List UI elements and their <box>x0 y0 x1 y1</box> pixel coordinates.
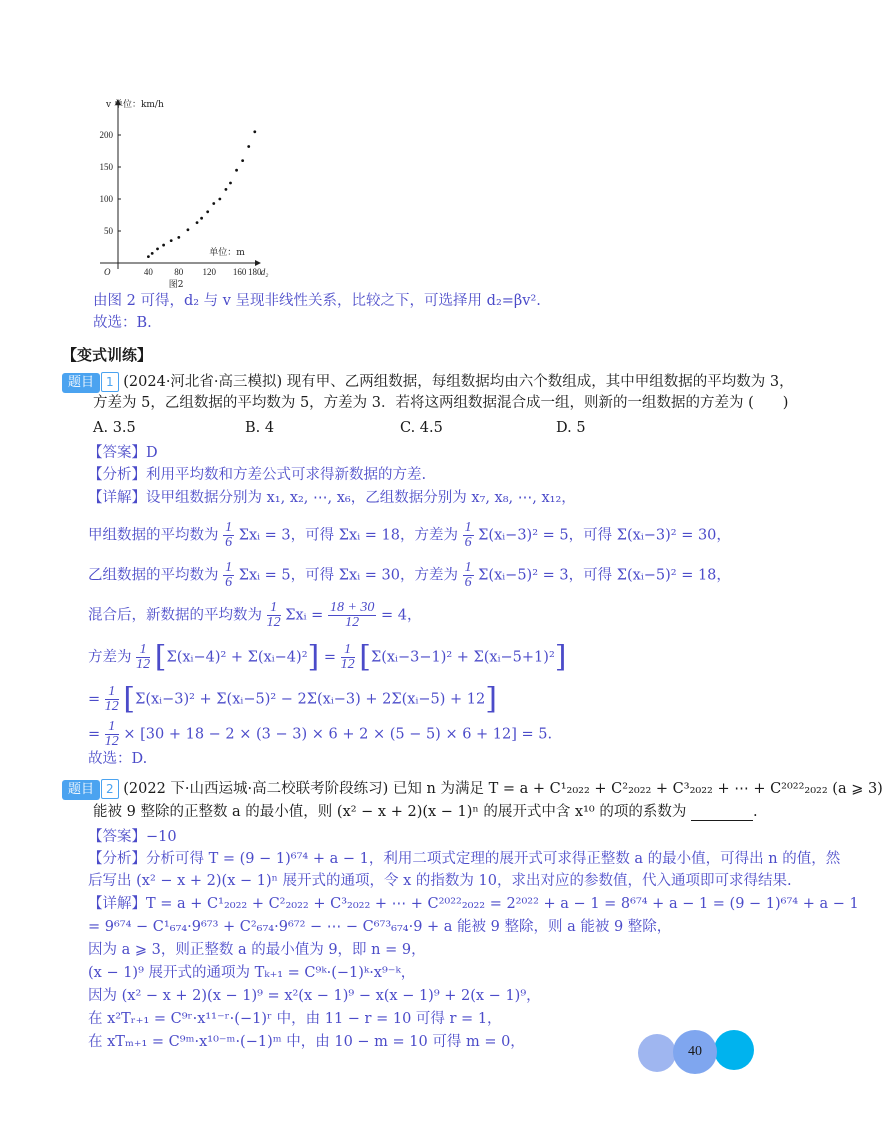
data-point <box>196 221 199 224</box>
chart-conclusion: 由图 2 可得，d₂ 与 v 呈现非线性关系，比较之下，可选择用 d₂=βv². <box>93 293 541 309</box>
data-point <box>147 255 150 258</box>
x-tick-label: 80 <box>174 267 184 277</box>
q1-jia-line <box>88 521 731 550</box>
q1-var2: Σ(xᵢ−3)² + Σ(xᵢ−5)² − 2Σ(xᵢ−3) + 2Σ(xᵢ−5) + 12 <box>135 691 486 708</box>
data-point <box>247 145 250 148</box>
chart-points <box>147 130 256 258</box>
data-point <box>151 252 154 255</box>
q1-number: 1 <box>101 372 119 392</box>
q1-yi-label: 乙组数据的平均数为 <box>88 567 219 584</box>
q1-var3: × [30 + 18 − 2 × (3 − 3) × 6 + 2 × (5 − 5) × 6 + 12] = 5. <box>123 726 553 743</box>
q1-var2-line: = $\frac{1}{12}$ [Σ(xᵢ−3)² + Σ(xᵢ−5)² − 2Σ(xᵢ−3) + 2Σ(xᵢ−5) + 12] <box>88 681 497 717</box>
x-tick-label: 40 <box>143 267 153 277</box>
x-tick-label: 160 <box>232 267 247 277</box>
q2-detail1: 【详解】T = a + C¹₂₀₂₂ + C²₂₀₂₂ + C³₂₀₂₂ + ⋯ + C²⁰²²₂₀₂₂ = 2²⁰²² + a − 1 = 8⁶⁷⁴ + a − 1 = (9 − 1)⁶⁷⁴ + a − 1 <box>88 896 859 912</box>
frac-one-twelfth: $\frac{1}{12}$ <box>266 600 281 630</box>
data-point <box>241 159 244 162</box>
y-tick-label: 100 <box>99 194 113 204</box>
origin-label: O <box>104 267 111 277</box>
q1-detail: 【详解】设甲组数据分别为 x₁, x₂, ⋯, x₆，乙组数据分别为 x₇, x₈, ⋯, x₁₂， <box>88 490 576 506</box>
q1-mix-a: Σxᵢ = <box>285 607 324 624</box>
q2-detail3: 因为 a ⩾ 3，则正整数 a 的最小值为 9，即 n = 9， <box>88 942 426 958</box>
figure-caption: 图2 <box>168 280 184 290</box>
data-point <box>187 228 190 231</box>
page-number: 40 <box>688 1044 702 1059</box>
q1-tag: 题目 <box>62 373 100 393</box>
data-point <box>206 210 209 213</box>
q1-mix-b: = 4， <box>381 607 422 624</box>
q2-detail2: = 9⁶⁷⁴ − C¹₆₇₄·9⁶⁷³ + C²₆₇₄·9⁶⁷² − ⋯ − C⁶⁷³₆₇₄·9 + a 能被 9 整除，则 a 能被 9 整除， <box>88 919 672 935</box>
answer-blank[interactable] <box>691 806 753 821</box>
q2-detail7: 在 xTₘ₊₁ = C⁹ᵐ·x¹⁰⁻ᵐ·(−1)ᵐ 中，由 10 − m = 10 可得 m = 0， <box>88 1034 525 1050</box>
q1-yi-line <box>88 561 731 590</box>
q1-line2: 方差为 5，乙组数据的平均数为 5，方差为 3．若将这两组数据混合成一组，则新的一组数据的方差为 ( ) <box>93 395 789 411</box>
q2-text2: 能被 9 整除的正整数 a 的最小值，则 (x² − x + 2)(x − 1)ⁿ 的展开式中含 x¹⁰ 的项的系数为 <box>93 804 687 820</box>
x-tick-label: 180 <box>248 267 262 277</box>
q1-mix-line <box>88 601 421 630</box>
frac-one-sixth: $\frac{1}{6}$ <box>225 520 233 550</box>
q1-option-b: B. 4 <box>245 420 275 436</box>
y-tick-label: 200 <box>99 130 113 140</box>
y-axis-label: v 单位：km/h <box>106 100 164 110</box>
x-axis-arrow <box>255 260 261 266</box>
q1-option-d: D. 5 <box>556 420 586 436</box>
top-choice: 故选：B. <box>93 315 152 331</box>
data-point <box>229 182 232 185</box>
q1-jia-c: Σ(xᵢ−3)² = 5，可得 <box>478 527 613 544</box>
q1-var3-line: = $\frac{1}{12}$ × [30 + 18 − 2 × (3 − 3) × 6 + 2 × (5 − 5) × 6 + 12] = 5. <box>88 719 553 749</box>
frac-one-twelfth-3: $\frac{1}{12}$ <box>340 642 355 672</box>
frac-one-sixth-3: $\frac{1}{6}$ <box>225 560 233 590</box>
q1-analysis: 【分析】利用平均数和方差公式可求得新数据的方差. <box>88 467 427 483</box>
y-tick-label: 150 <box>99 162 113 172</box>
chart-axes <box>100 99 261 269</box>
q2-detail4: (x − 1)⁹ 展开式的通项为 Tₖ₊₁ = C⁹ᵏ·(−1)ᵏ·x⁹⁻ᵏ， <box>88 965 416 981</box>
page-circle-right <box>714 1030 754 1070</box>
q1-var-line: 方差为 $\frac{1}{12}$ [Σ(xᵢ−4)² + Σ(xᵢ−4)²] = $\frac{1}{12}$ [Σ(xᵢ−3−1)² + Σ(xᵢ−5+1)²] <box>88 639 567 675</box>
x-axis-label: 单位：m <box>209 248 245 258</box>
page-number-circle <box>673 1030 717 1074</box>
q1-yi-c: Σ(xᵢ−5)² = 3，可得 <box>478 567 613 584</box>
data-point <box>177 236 180 239</box>
q1-var-label: 方差为 <box>88 649 132 666</box>
data-point <box>225 188 228 191</box>
data-point <box>218 198 221 201</box>
q1-jia-a: Σxᵢ = 3，可得 <box>238 527 335 544</box>
data-point <box>212 202 215 205</box>
q2-text2-end: . <box>752 804 758 820</box>
frac-one-twelfth-5: $\frac{1}{12}$ <box>104 719 119 749</box>
scatter-chart <box>90 95 270 290</box>
data-point <box>170 239 173 242</box>
q1-choice: 故选：D. <box>88 751 148 767</box>
q2-line1 <box>62 779 883 800</box>
data-point <box>156 248 159 251</box>
chart-labels <box>100 98 269 290</box>
q1-option-c: C. 4.5 <box>400 420 443 436</box>
q2-analysis1: 【分析】分析可得 T = (9 − 1)⁶⁷⁴ + a − 1，利用二项式定理的展开式可求得正整数 a 的最小值，可得出 n 的值，然 <box>88 851 841 867</box>
y-tick-label: 50 <box>104 226 113 236</box>
q1-jia-b: Σxᵢ = 18，方差为 <box>338 527 458 544</box>
frac-one-sixth-2: $\frac{1}{6}$ <box>464 520 472 550</box>
q1-var-b: Σ(xᵢ−3−1)² + Σ(xᵢ−5+1)² <box>370 649 555 666</box>
q1-var-a: Σ(xᵢ−4)² + Σ(xᵢ−4)² <box>166 649 308 666</box>
q1-jia-label: 甲组数据的平均数为 <box>88 527 219 544</box>
data-point <box>253 130 256 133</box>
q2-number: 2 <box>101 779 119 799</box>
q1-yi-a: Σxᵢ = 5，可得 <box>238 567 335 584</box>
q1-answer: 【答案】D <box>88 445 158 461</box>
frac-one-twelfth-2: $\frac{1}{12}$ <box>136 642 151 672</box>
q1-line1 <box>62 372 794 393</box>
frac-one-sixth-4: $\frac{1}{6}$ <box>464 560 472 590</box>
x-tick-label: 120 <box>202 267 216 277</box>
q1-jia-d: Σ(xᵢ−3)² = 30， <box>616 527 731 544</box>
q1-option-a: A. 3.5 <box>93 420 136 436</box>
q2-tag: 题目 <box>62 780 100 800</box>
q2-detail5: 因为 (x² − x + 2)(x − 1)⁹ = x²(x − 1)⁹ − x(x − 1)⁹ + 2(x − 1)⁹， <box>88 988 541 1004</box>
q2-answer: 【答案】−10 <box>88 829 177 845</box>
x-axis-symbol: d₂ <box>260 267 269 277</box>
q2-line2 <box>93 803 758 821</box>
section-title: 【变式训练】 <box>62 346 153 364</box>
q1-yi-b: Σxᵢ = 30，方差为 <box>338 567 458 584</box>
q1-mix-label: 混合后，新数据的平均数为 <box>88 607 262 624</box>
frac-one-twelfth-4: $\frac{1}{12}$ <box>104 684 119 714</box>
data-point <box>235 169 238 172</box>
q1-yi-d: Σ(xᵢ−5)² = 18， <box>616 567 731 584</box>
data-point <box>162 244 165 247</box>
q2-analysis2: 后写出 (x² − x + 2)(x − 1)ⁿ 展开式的通项，令 x 的指数为 10，求出对应的参数值，代入通项即可求得结果. <box>88 873 792 889</box>
q2-text1: (2022 下·山西运城·高二校联考阶段练习) 已知 n 为满足 T = a + C¹₂₀₂₂ + C²₂₀₂₂ + C³₂₀₂₂ + ⋯ + C²⁰²²₂₀₂₂ (a ⩾ 3) <box>123 781 883 797</box>
data-point <box>200 217 203 220</box>
page-circle-left <box>638 1034 676 1072</box>
frac-sum-over-12: $\frac{18 + 30}{12}$ <box>329 600 375 630</box>
q1-text1: (2024·河北省·高三模拟) 现有甲、乙两组数据，每组数据均由六个数组成，其中甲组数据的平均数为 3， <box>123 374 794 390</box>
q2-detail6: 在 x²Tᵣ₊₁ = C⁹ʳ·x¹¹⁻ʳ·(−1)ʳ 中，由 11 − r = 10 可得 r = 1， <box>88 1011 502 1027</box>
